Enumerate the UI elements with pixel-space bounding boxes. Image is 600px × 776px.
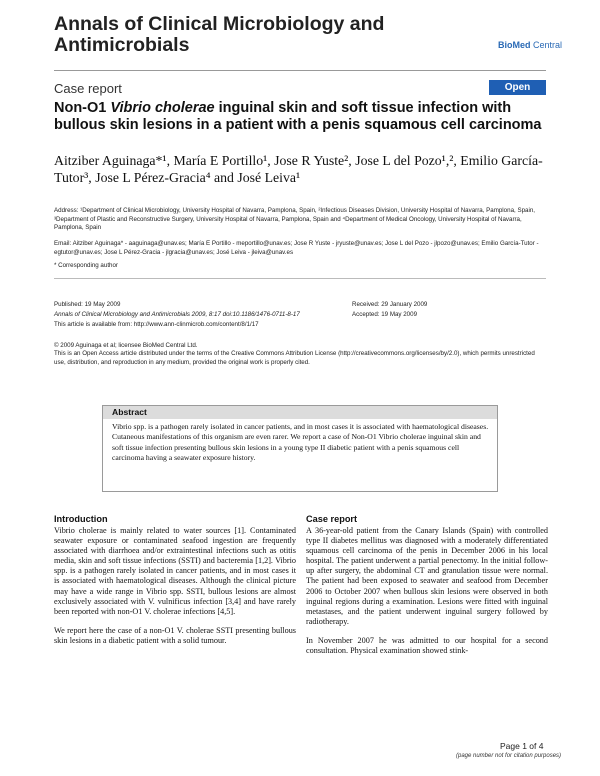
received-date: Received: 29 January 2009 [352,301,428,308]
page-number: Page 1 of 4 [500,741,544,751]
header-divider [54,70,546,71]
corresponding-author-note: * Corresponding author [54,262,118,269]
title-part-1: Non-O1 [54,100,111,116]
journal-title: Annals of Clinical Microbiology and Antimicrobials [54,13,385,56]
publisher-logo-bold: BioMed [498,40,531,50]
author-emails: Email: Aitziber Aguinaga* - aaguinaga@unav.es; María E Portillo - meportillo@unav.es; Jose R Yuste - jryuste@unav.es; Jose L del Pozo - jlpozo@unav.es; Emilio García-Tutor - egtutor@unav.es; Jose L Pérez-Gracia - jlgracia@unav.es; José Leiva - jleiva@unav.es [54,240,539,256]
introduction-column [54,526,296,655]
abstract-text: Vibrio spp. is a pathogen rarely isolated in cancer patients, and in most cases it is associated with haematological diseases. Cutaneous manifestations of this organism are even rarer. We report a case of Non-O1 Vibrio cholerae inguinal skin and soft tissue infection presenting bullous skin lesions in a young type II diabetic patient with a penis squamous cell carcinoma having a seawater exposure history. [112,422,489,463]
publisher-logo-rest: Central [530,40,563,50]
article-url[interactable]: This article is available from: http://www.ann-clinmicrob.com/content/8/1/17 [54,321,259,328]
accepted-date: Accepted: 19 May 2009 [352,311,418,318]
publication-info [54,300,344,330]
case-report-paragraph-2: In November 2007 he was admitted to our hospital for a second consultation. Physical examination showed stink- [306,635,548,656]
case-report-heading: Case report [306,514,358,524]
introduction-paragraph-2: We report here the case of a non-O1 V. cholerae SSTI presenting bullous skin lesions in a diabetic patient with a solid tumour. [54,625,296,645]
introduction-heading: Introduction [54,514,108,524]
info-divider [54,278,546,279]
case-report-column [306,526,548,665]
author-addresses: Address: ¹Department of Clinical Microbiology, University Hospital of Navarra, Pamplona, Spain, ²Infectious Diseases Division, University Hospital of Navarra, Pamplona, Spain, ³Department of Plastic and Reconstructive Surgery, University Hospital of Navarra, Pamplona, Spain and ⁴Department of Medical Oncology, University Hospital of Navarra, Pamplona, Spain [54,207,535,232]
citation: Annals of Clinical Microbiology and Antimicrobials 2009, 8:17 doi:10.1186/1476-0711-8-17 [54,311,300,318]
abstract-box [102,405,498,492]
page-number-note: (page number not for citation purposes) [456,753,562,759]
copyright-notice [54,342,546,367]
introduction-paragraph-1: Vibrio cholerae is mainly related to water sources [1]. Contaminated seawater exposure or contaminated seafood ingestion are frequently associated with diarrhoea and/or extraintestinal infections such as otitis media, skin and soft tissue infections (SSTI) and bacteremia [1,2]. Vibrio spp. is a pathogen rarely isolated in cancer patients, and in most cases it is associated with haematological diseases. Although the clinical picture may have a wide range in Vibrio spp. SSTI, bullous lesions are almost exclusively associated with V. vulnificus infection [3,4] and have rarely been reported with non-O1 V. cholerae infections [4,5]. [54,526,296,616]
case-report-paragraph-1: A 36-year-old patient from the Canary Islands (Spain) with controlled type II diabetes mellitus was diagnosed with a moderately differentiated squamous cell carcinoma of the penis in December 2006 in his local hospital. The patient underwent a partial penectomy. In the initial follow-up after surgery, the abdominal CT and granulation tissue were normal. The patient had been exposed to seawater and seafood from December 2006 to October 2007 when bullous skin lesions were observed in both inguinal regions during a examination. Lesions were fitted with inguinal metastases, and the patient underwent inguinal surgery followed by radiotherapy. [306,526,548,626]
license-text: This is an Open Access article distributed under the terms of the Creative Commons Attribution License (http://creativecommons.org/licenses/by/2.0), which permits unrestricted use, distribution, and reproduction in any medium, provided the original work is properly cited. [54,350,535,366]
article-type: Case report [54,81,122,96]
article-title [54,100,544,134]
published-date: Published: 19 May 2009 [54,301,121,308]
publisher-logo [498,40,562,50]
author-list: Aitziber Aguinaga*¹, María E Portillo¹, Jose R Yuste², Jose L del Pozo¹,², Emilio García-Tutor³, Jose L Pérez-Gracia⁴ and José Leiva¹ [54,153,543,185]
abstract-heading: Abstract [103,406,497,419]
publication-dates [352,300,502,320]
title-part-2: inguinal skin and soft tissue infection with bullous skin lesions in a patient with a penis squamous cell carcinoma [54,100,542,133]
open-access-badge: Open Access [489,80,546,95]
title-organism: Vibrio cholerae [110,100,215,116]
copyright-line: © 2009 Aguinaga et al; licensee BioMed Central Ltd. [54,342,198,349]
